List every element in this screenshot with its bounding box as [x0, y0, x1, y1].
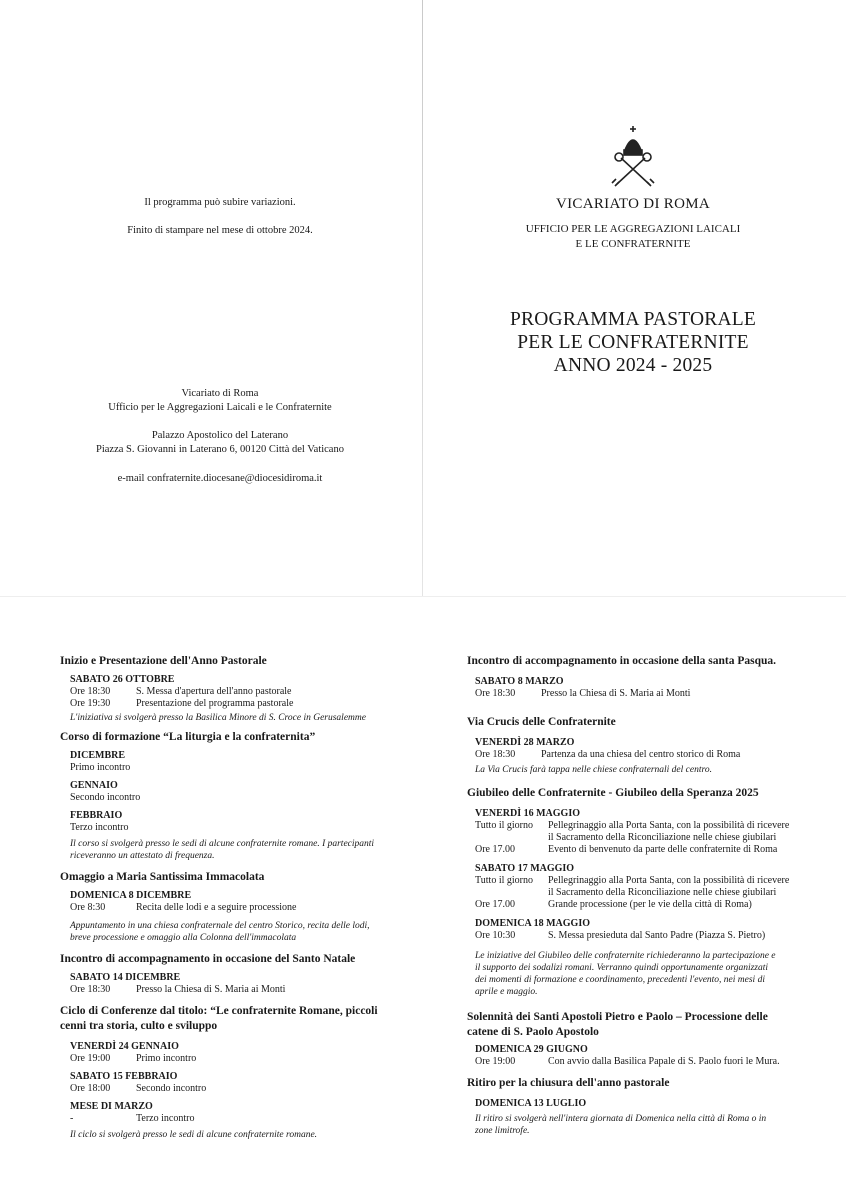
event-note: dei momenti di formazione e coordinamento, precedenti l'evento, nei mesi di — [475, 975, 765, 985]
section-title: Ciclo di Conferenze dal titolo: “Le confraternite Romane, piccoli — [60, 1005, 378, 1017]
schedule-row: il Sacramento della Riconciliazione nelle chiese giubilari — [548, 887, 777, 898]
event-month: FEBBRAIO — [70, 810, 123, 821]
variations-notice: Il programma può subire variazioni. — [144, 197, 296, 208]
email-contact: e-mail confraternite.diocesane@diocesidiroma.it — [117, 473, 323, 484]
jubilee-note — [475, 950, 819, 998]
event-note: Le iniziative del Giubileo delle confraternite richiederanno la partecipazione e — [475, 951, 776, 961]
schedule-row: Ore 18:30 Presso la Chiesa di S. Maria ai Monti — [70, 984, 286, 995]
section-title: Giubileo delle Confraternite - Giubileo della Speranza 2025 — [467, 787, 759, 799]
office-line: E LE CONFRATERNITE — [575, 238, 691, 250]
title-line: ANNO 2024 - 2025 — [553, 355, 713, 376]
event-date: SABATO 15 FEBBRAIO — [70, 1071, 178, 1082]
schedule-row: Ore 18:30 S. Messa d'apertura dell'anno pastorale — [70, 686, 292, 697]
address-line: Palazzo Apostolico del Laterano — [151, 430, 289, 441]
event-note: Il ciclo si svolgerà presso le sedi di alcune confraternite romane. — [70, 1130, 318, 1140]
section-title: Incontro di accompagnamento in occasione del Santo Natale — [60, 953, 356, 965]
schedule-row: Ore 17.00 Evento di benvenuto da parte delle confraternite di Roma — [475, 844, 778, 855]
event-note: Appuntamento in una chiesa confraternale del centro Storico, recita delle lodi, — [70, 921, 370, 931]
address-line: Ufficio per le Aggregazioni Laicali e le Confraternite — [108, 402, 332, 413]
section-title: Omaggio a Maria Santissima Immacolata — [60, 871, 265, 883]
schedule-row: Ore 18:00 Secondo incontro — [70, 1083, 207, 1094]
schedule-row: Ore 19:30 Presentazione del programma pastorale — [70, 698, 294, 709]
event-date: SABATO 26 OTTOBRE — [70, 674, 175, 685]
title-line: PER LE CONFRATERNITE — [517, 332, 749, 353]
schedule-row: Tutto il giorno Pellegrinaggio alla Porta Santa, con la possibilità di ricevere — [475, 875, 790, 886]
office-line: UFFICIO PER LE AGGREGAZIONI LAICALI — [525, 223, 741, 235]
address-line: Piazza S. Giovanni in Laterano 6, 00120 Città del Vaticano — [96, 444, 344, 455]
title-line: PROGRAMMA PASTORALE — [510, 309, 756, 330]
event-note: Il ritiro si svolgerà nell'intera giornata di Domenica nella città di Roma o in — [475, 1114, 767, 1124]
schedule-row: il Sacramento della Riconciliazione nelle chiese giubilari — [548, 832, 777, 843]
event-date: DOMENICA 8 DICEMBRE — [70, 890, 192, 901]
section-title: catene di S. Paolo Apostolo — [467, 1026, 599, 1038]
event-note: il supporto dei sodalizi romani. Verranno quindi opportunamente organizzati — [475, 963, 769, 973]
office-name — [520, 222, 746, 252]
event-date: VENERDÌ 28 MARZO — [475, 737, 575, 748]
org-name: VICARIATO DI ROMA — [556, 196, 710, 212]
event-text: Primo incontro — [70, 762, 131, 773]
address-line: Vicariato di Roma — [181, 388, 259, 399]
event-note: zone limitrofe. — [475, 1126, 530, 1136]
event-month: DICEMBRE — [70, 750, 126, 761]
event-note: breve processione e omaggio alla Colonna dell'immacolata — [70, 933, 297, 943]
schedule-row: Ore 19:00 Con avvio dalla Basilica Papale di S. Paolo fuori le Mura. — [475, 1056, 780, 1067]
schedule-row: Ore 18:30 Presso la Chiesa di S. Maria ai Monti — [475, 688, 691, 699]
section-title: cenni tra storia, culto e sviluppo — [60, 1020, 218, 1032]
section-title: Inizio e Presentazione dell'Anno Pastorale — [60, 655, 267, 667]
address-block — [40, 387, 400, 457]
event-date: SABATO 8 MARZO — [475, 676, 564, 687]
event-date: DOMENICA 29 GIUGNO — [475, 1044, 588, 1055]
schedule-row: Ore 10:30 S. Messa presieduta dal Santo Padre (Piazza S. Pietro) — [475, 930, 766, 941]
event-note: riceveranno un attestato di frequenza. — [70, 851, 215, 861]
section-title: Solennità dei Santi Apostoli Pietro e Paolo – Processione delle — [467, 1011, 768, 1023]
right-interior-page — [467, 654, 819, 1137]
section-title: Via Crucis delle Confraternite — [467, 716, 616, 728]
event-date: DOMENICA 13 LUGLIO — [475, 1098, 587, 1109]
event-text: Terzo incontro — [70, 822, 129, 833]
event-text: Secondo incontro — [70, 792, 141, 803]
event-date: SABATO 17 MAGGIO — [475, 863, 575, 874]
left-interior-page — [60, 654, 408, 1141]
fold-line-vertical — [422, 0, 423, 596]
schedule-row: Ore 19:00 Primo incontro — [70, 1053, 197, 1064]
fold-line-horizontal — [0, 596, 846, 597]
schedule-row: Ore 18:30 Partenza da una chiesa del centro storico di Roma — [475, 749, 741, 760]
event-date: VENERDÌ 16 MAGGIO — [475, 808, 581, 819]
event-month: GENNAIO — [70, 780, 118, 791]
event-note: Il corso si svolgerà presso le sedi di alcune confraternite romane. I partecipanti — [70, 839, 375, 849]
event-note: L'iniziativa si svolgerà presso la Basilica Minore di S. Croce in Gerusalemme — [70, 713, 366, 723]
schedule-row: Ore 17.00 Grande processione (per le vie della città di Roma) — [475, 899, 752, 910]
event-note: La Via Crucis farà tappa nelle chiese confraternali del centro. — [475, 765, 712, 775]
event-date: MESE DI MARZO — [70, 1101, 153, 1112]
event-date: DOMENICA 18 MAGGIO — [475, 918, 590, 929]
section-title: Incontro di accompagnamento in occasione della santa Pasqua. — [467, 655, 777, 667]
schedule-row: - Terzo incontro — [70, 1113, 195, 1124]
section-title: Corso di formazione “La liturgia e la confraternita” — [60, 731, 316, 743]
event-date: VENERDÌ 24 GENNAIO — [70, 1041, 179, 1052]
section-title: Ritiro per la chiusura dell'anno pastorale — [467, 1077, 670, 1089]
event-note: aprile e maggio. — [475, 987, 538, 997]
event-date: SABATO 14 DICEMBRE — [70, 972, 181, 983]
papal-keys-tiara-icon — [603, 124, 663, 188]
schedule-row: Tutto il giorno Pellegrinaggio alla Porta Santa, con la possibilità di ricevere — [475, 820, 790, 831]
program-title — [490, 308, 776, 377]
schedule-row: Ore 8:30 Recita delle lodi e a seguire processione — [70, 902, 297, 913]
print-date: Finito di stampare nel mese di ottobre 2024. — [127, 225, 313, 236]
address-line — [40, 415, 400, 429]
